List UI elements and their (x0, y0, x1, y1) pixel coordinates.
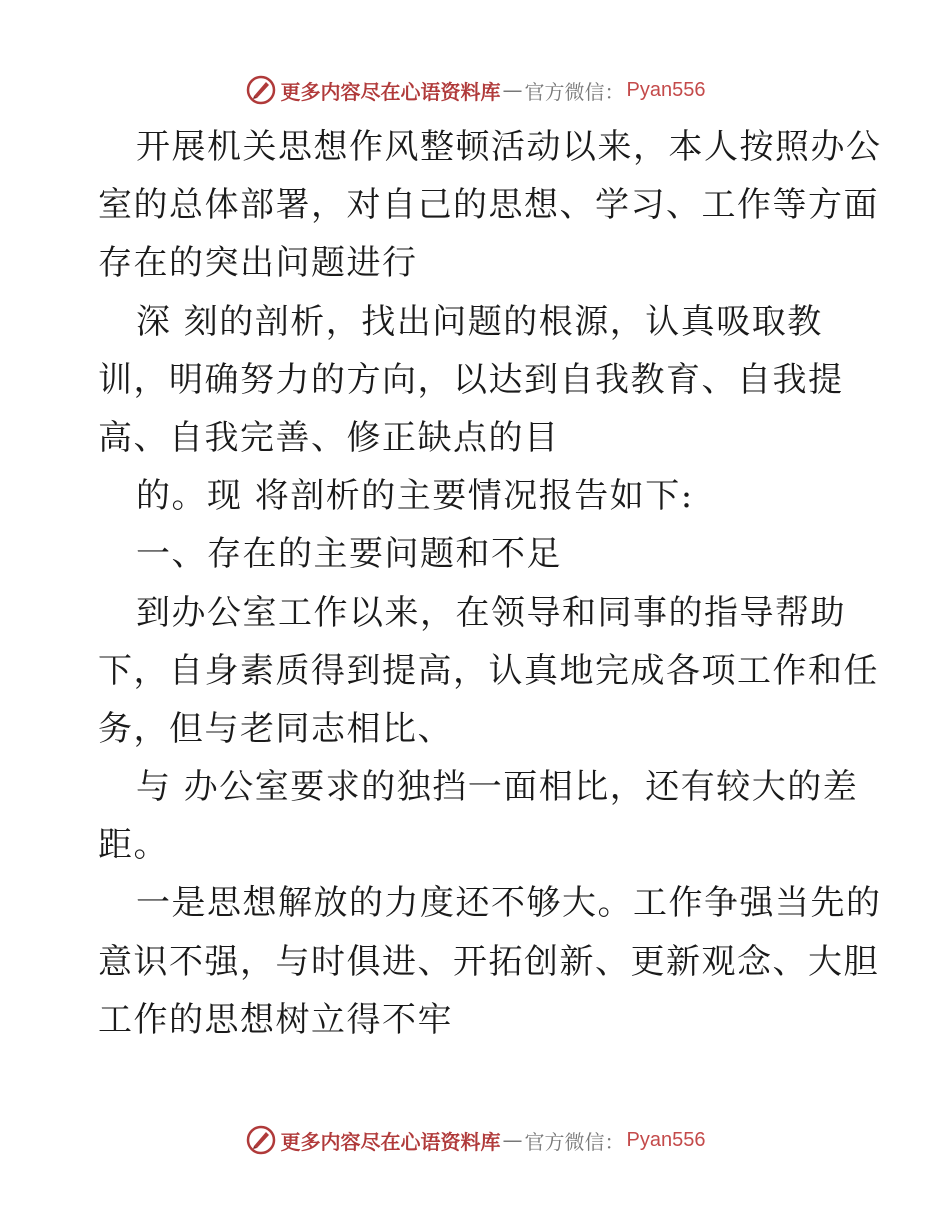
banner-text (281, 1126, 706, 1155)
text-line: 工作的思想树立得不牢 (98, 999, 453, 1040)
section-heading: 一、存在的主要问题和不足 (136, 534, 562, 575)
text-line: 训，明确努力的方向，以达到自我教育、自我提 (98, 359, 844, 400)
footer-banner (0, 1120, 950, 1160)
banner-separator: — (502, 1128, 523, 1152)
text-line: 距。 (98, 825, 169, 866)
banner-wechat-id: Pyan556 (626, 78, 706, 101)
text-line: 的。现 将剖析的主要情况报告如下: (136, 476, 694, 517)
text-line: 一是思想解放的力度还不够大。工作争强当先的 (136, 883, 882, 924)
text-line: 开展机关思想作风整顿活动以来，本人按照办公 (136, 127, 882, 167)
quill-seal-icon (245, 1124, 277, 1156)
banner-wechat-label: 官方微信： (524, 79, 625, 104)
text-line: 室的总体部署，对自己的思想、学习、工作等方面 (98, 185, 879, 226)
text-line: 意识不强，与时俱进、开拓创新、更新观念、大胆 (98, 941, 879, 982)
banner-wechat-label: 官方微信： (524, 1129, 625, 1154)
text-line: 与 办公室要求的独挡一面相比，还有较大的差 (136, 767, 859, 808)
banner-main-text: 更多内容尽在心语资料库 (280, 79, 501, 104)
banner-main-text: 更多内容尽在心语资料库 (280, 1129, 501, 1154)
text-line: 存在的突出问题进行 (98, 243, 418, 284)
banner-text (281, 76, 706, 105)
header-banner (0, 70, 950, 110)
banner-separator: — (502, 78, 523, 102)
text-line: 高、自我完善、修正缺点的目 (98, 417, 560, 458)
text-line: 下，自身素质得到提高，认真地完成各项工作和任 (98, 650, 879, 691)
quill-seal-icon (245, 74, 277, 106)
document-body (98, 118, 882, 1049)
text-line: 深 刻的剖析，找出问题的根源，认真吸取教 (136, 301, 823, 342)
banner-wechat-id: Pyan556 (626, 1128, 706, 1151)
text-line: 到办公室工作以来，在领导和同事的指导帮助 (136, 592, 846, 633)
text-line: 务，但与老同志相比、 (98, 708, 453, 749)
